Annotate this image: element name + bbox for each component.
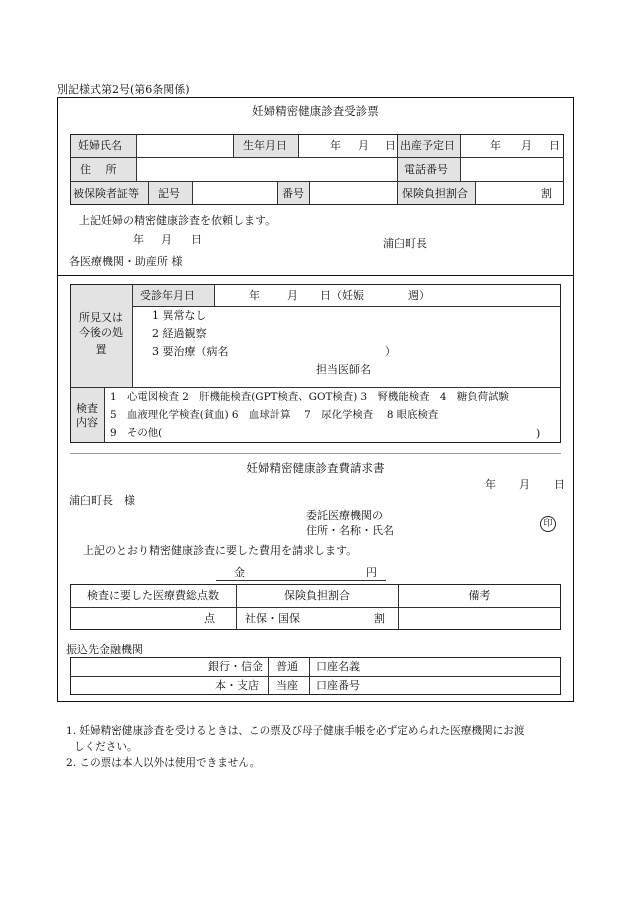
form-number: 別記様式第2号(第6条関係) bbox=[57, 83, 190, 96]
findings-label-line2: 今後の処 bbox=[79, 326, 123, 339]
insurance-card-label: 被保険者証等 bbox=[73, 187, 139, 200]
town-head: 浦臼町長 bbox=[383, 237, 427, 250]
account-name-label: 口座名義 bbox=[316, 660, 360, 673]
exam-label-line2: 内容 bbox=[76, 416, 98, 429]
invoice-separator bbox=[70, 453, 561, 454]
finding-3: 3 要治療（病名 bbox=[152, 345, 229, 358]
birth-year-unit: 年 bbox=[330, 139, 341, 152]
invoice-addressee: 浦臼町長 様 bbox=[69, 494, 135, 507]
invoice-year-unit: 年 bbox=[485, 478, 496, 491]
note-1-line-a: 1. 妊婦精密健康診査を受けるときは、この票及び母子健康手帳を必ず定められた医療機関にお渡 bbox=[66, 725, 525, 737]
addressee: 各医療機関・助産所 様 bbox=[69, 255, 183, 268]
exam-line-2: 5 血液理化学検査(貧血) 6 血球計算 7 尿化学検査 8 眼底検査 bbox=[110, 409, 439, 421]
doctor-name-label: 担当医師名 bbox=[316, 363, 371, 376]
request-year-unit: 年 bbox=[133, 233, 144, 246]
number-label: 番号 bbox=[282, 187, 304, 200]
amount-prefix: 金 bbox=[234, 566, 245, 579]
branch-label: 本・支店 bbox=[215, 679, 259, 692]
note-1-line-b: しください。 bbox=[74, 741, 138, 753]
findings-label-line1: 所見又は bbox=[79, 311, 123, 324]
invoice-day-unit: 日 bbox=[554, 478, 565, 491]
remarks-header: 備考 bbox=[468, 589, 491, 602]
pregnant-name-label: 妊婦氏名 bbox=[78, 139, 122, 152]
phone-label: 電話番号 bbox=[404, 163, 448, 176]
due-day-unit: 日 bbox=[549, 139, 560, 152]
findings-label-line3: 置 bbox=[95, 343, 107, 356]
total-points-header: 検査に要した医療費総点数 bbox=[87, 589, 219, 602]
exam-line-1: 1 心電図検査 2 肝機能検査(GPT検査、GOT検査) 3 腎機能検査 4 糖負荷試験 bbox=[110, 391, 509, 403]
burden-ratio-label: 保険負担割合 bbox=[402, 187, 468, 200]
request-text: 上記妊婦の精密健康診査を依頼します。 bbox=[79, 214, 277, 227]
finding-3-close: ） bbox=[385, 345, 396, 358]
due-date-label: 出産予定日 bbox=[400, 139, 455, 152]
invoice-month-unit: 月 bbox=[519, 478, 530, 491]
burden-ratio-unit: 割 bbox=[541, 187, 552, 200]
request-day-unit: 日 bbox=[191, 233, 202, 246]
visit-date-label-text: 受診年月日 bbox=[140, 289, 195, 302]
ticket-title: 妊婦精密健康診査受診票 bbox=[252, 104, 379, 118]
claim-text: 上記のとおり精密健康診査に要した費用を請求します。 bbox=[83, 544, 358, 557]
pregnancy-weeks: 日（妊娠 週） bbox=[320, 289, 430, 302]
account-type-current: 当座 bbox=[276, 679, 298, 692]
exam-line-3: 9 その他( bbox=[110, 427, 163, 439]
institution-line2: 住所・名称・氏名 bbox=[306, 524, 394, 537]
visit-year-unit: 年 bbox=[249, 289, 260, 302]
finding-2: 2 経過観察 bbox=[152, 327, 207, 340]
birth-month-unit: 月 bbox=[358, 139, 369, 152]
symbol-label: 記号 bbox=[158, 187, 180, 200]
due-month-unit: 月 bbox=[521, 139, 532, 152]
bank-title: 振込先金融機関 bbox=[66, 643, 143, 656]
exam-line-3-close: ) bbox=[536, 427, 541, 440]
finding-1: 1 異常なし bbox=[152, 309, 207, 322]
note-2: 2. この票は本人以外は使用できません。 bbox=[66, 757, 261, 769]
request-month-unit: 月 bbox=[161, 233, 172, 246]
bank-label: 銀行・信金 bbox=[208, 660, 263, 673]
amount-underline bbox=[216, 580, 386, 581]
burden-unit: 割 bbox=[374, 612, 385, 625]
exam-label-line1: 検査 bbox=[76, 402, 98, 415]
institution-line1: 委託医療機関の bbox=[306, 509, 383, 522]
account-number-label: 口座番号 bbox=[316, 679, 360, 692]
seal-mark: 印 bbox=[540, 516, 556, 532]
points-unit: 点 bbox=[204, 612, 215, 625]
birth-date-label: 生年月日 bbox=[243, 139, 287, 152]
address-label: 住 所 bbox=[80, 163, 117, 176]
due-year-unit: 年 bbox=[490, 139, 501, 152]
account-type-ordinary: 普通 bbox=[276, 660, 298, 673]
visit-month-unit: 月 bbox=[287, 289, 298, 302]
insurance-type: 社保・国保 bbox=[245, 612, 300, 625]
burden-header: 保険負担割合 bbox=[284, 589, 350, 602]
invoice-title: 妊婦精密健康診査費請求書 bbox=[246, 461, 385, 475]
birth-day-unit: 日 bbox=[385, 139, 396, 152]
section-divider bbox=[57, 275, 574, 276]
amount-suffix: 円 bbox=[366, 566, 377, 579]
